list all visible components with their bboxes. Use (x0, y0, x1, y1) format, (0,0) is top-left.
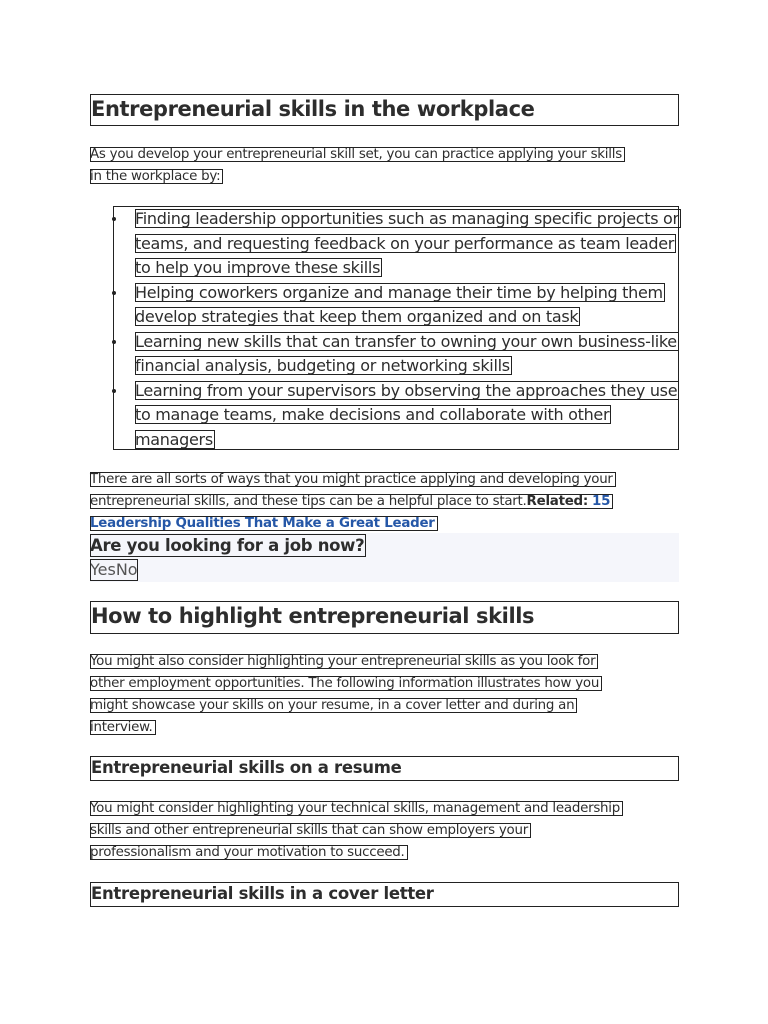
list-item (135, 330, 680, 379)
list-item (135, 379, 680, 453)
paragraph-line: might showcase your skills on your resume, in a cover letter and during an (90, 698, 577, 713)
poll-option-yes[interactable]: Yes (90, 560, 116, 579)
bullet-icon (112, 291, 116, 295)
paragraph-line: skills and other entrepreneurial skills that can show employers your (90, 823, 531, 838)
workplace-tips-list (113, 206, 679, 450)
subheading-cover-letter: Entrepreneurial skills in a cover letter (90, 882, 679, 907)
job-search-poll (90, 533, 679, 582)
list-item-text: Helping coworkers organize and manage their time by helping them develop strategies that keep them organized and on task (135, 282, 663, 326)
list-item (135, 207, 680, 281)
paragraph-line: interview. (90, 720, 156, 735)
paragraph-line: As you develop your entrepreneurial skill set, you can practice applying your skills (90, 147, 625, 162)
section-heading-highlight: How to highlight entrepreneurial skills (90, 601, 679, 634)
list-item-text: Finding leadership opportunities such as managing specific projects or teams, and requesting feedback on your performance as team leader to help you improve these skills (135, 209, 679, 277)
bullet-icon (112, 340, 116, 344)
paragraph-line: other employment opportunities. The following information illustrates how you (90, 676, 602, 691)
related-article-link[interactable]: 15 Leadership Qualities That Make a Great Leader (90, 494, 611, 531)
workplace-intro-paragraph (90, 144, 680, 188)
poll-question: Are you looking for a job now? (90, 536, 365, 555)
closing-text: There are all sorts of ways that you might practice applying and developing your entrepreneurial skills, and these tips can be a helpful place to start. (90, 472, 613, 509)
related-label: Related: (526, 494, 588, 509)
bullet-icon (112, 389, 116, 393)
section-heading-workplace: Entrepreneurial skills in the workplace (90, 94, 679, 126)
paragraph-line: in the workplace by: (90, 169, 223, 184)
resume-paragraph (90, 798, 680, 864)
paragraph-line: You might consider highlighting your technical skills, management and leadership (90, 801, 623, 816)
paragraph-line: professionalism and your motivation to succeed. (90, 845, 408, 860)
paragraph-line: You might also consider highlighting your entrepreneurial skills as you look for (90, 654, 598, 669)
list-item-text: Learning from your supervisors by observing the approaches they use to manage teams, make decisions and collaborate with other managers (135, 380, 678, 449)
paragraph-text (90, 472, 616, 531)
bullet-icon (112, 217, 116, 221)
list-item (135, 281, 680, 330)
list-item-text: Learning new skills that can transfer to owning your own business-like financial analysis, budgeting or networking skills (135, 331, 677, 375)
poll-option-no[interactable]: No (115, 560, 138, 579)
workplace-closing-paragraph (90, 469, 680, 535)
poll-options (90, 559, 138, 581)
highlight-intro-paragraph (90, 651, 680, 739)
subheading-resume: Entrepreneurial skills on a resume (90, 756, 679, 781)
